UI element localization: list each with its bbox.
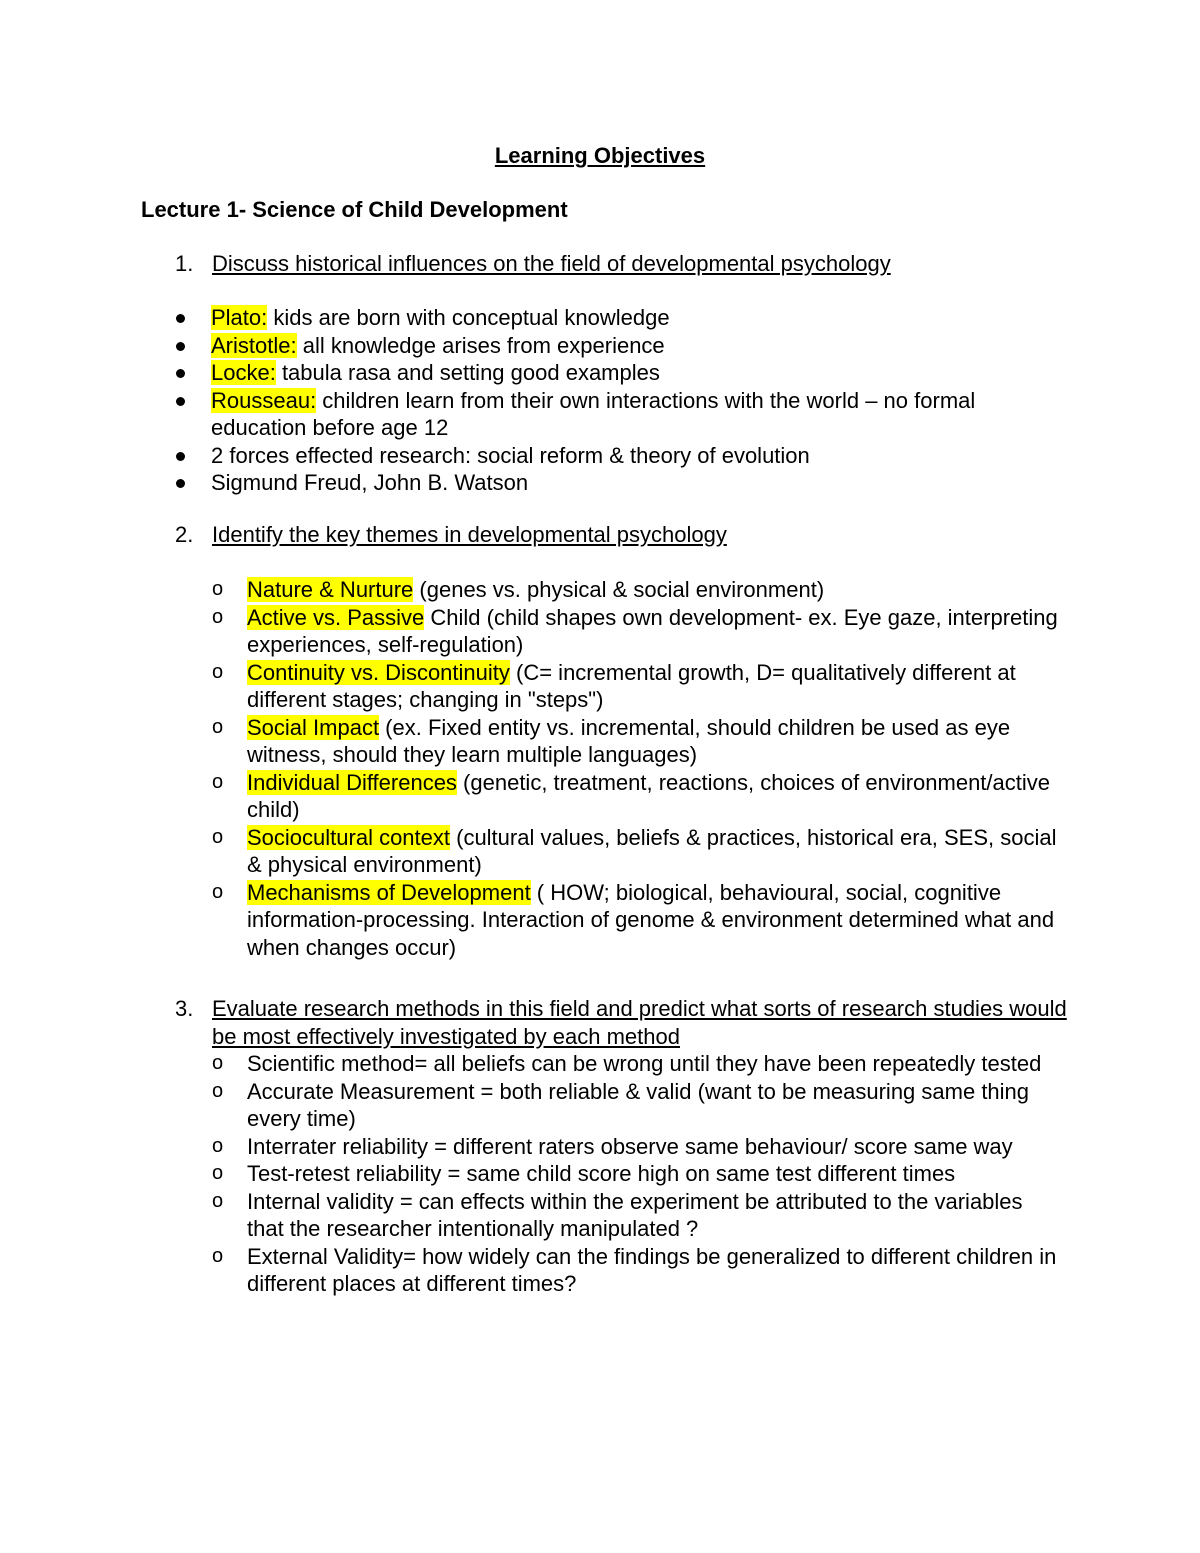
list-item xyxy=(0,387,1031,442)
list-item xyxy=(0,879,1059,962)
sub-bullet-icon: o xyxy=(212,1244,224,1267)
item-text: (genes vs. physical & social environment) xyxy=(413,577,825,602)
item-text: Scientific method= all beliefs can be wrong until they have been repeatedly tested xyxy=(247,1051,1042,1076)
item-text: tabula rasa and setting good examples xyxy=(275,360,660,385)
list-item xyxy=(0,469,1031,497)
sub-bullet-icon: o xyxy=(212,605,224,628)
list-item xyxy=(0,1160,1059,1188)
highlight-term: Rousseau: xyxy=(211,387,317,413)
page-title: Learning Objectives xyxy=(494,143,706,168)
highlight-term: Continuity vs. Discontinuity xyxy=(247,659,510,685)
highlight-term: Sociocultural context xyxy=(247,824,450,850)
list-item xyxy=(0,769,1059,824)
item-text: (ex. Fixed entity vs. incremental, should children be used as eye witness, should they learn multiple languages) xyxy=(247,714,1011,767)
item-text: Sigmund Freud, John B. Watson xyxy=(211,470,529,495)
sub-bullet-icon: o xyxy=(212,660,224,683)
list-item xyxy=(0,1188,1059,1243)
highlight-term: Aristotle: xyxy=(211,332,297,358)
sub-bullet-icon: o xyxy=(212,1134,224,1157)
objective-text: Discuss historical influences on the field of developmental psychology xyxy=(212,251,891,276)
highlight-term: Nature & Nurture xyxy=(247,577,414,602)
list-item xyxy=(0,442,1031,470)
item-text: (cultural values, beliefs & practices, historical era, SES, social & physical environment) xyxy=(247,824,1057,877)
sub-bullet-icon: o xyxy=(212,1189,224,1212)
list-item xyxy=(0,332,1031,360)
item-text: ( HOW; biological, behavioural, social, cognitive information-processing. Interaction of genome & environment determined what and when changes occur) xyxy=(247,879,1055,960)
list-item xyxy=(0,576,1059,604)
influences-list xyxy=(0,304,1031,497)
sub-bullet-icon: o xyxy=(212,715,224,738)
list-item xyxy=(0,304,1031,332)
list-item xyxy=(0,604,1059,659)
bullet-icon xyxy=(176,397,185,406)
objective-text: Identify the key themes in developmental psychology xyxy=(212,522,727,547)
item-text: kids are born with conceptual knowledge xyxy=(267,305,670,330)
item-text: Accurate Measurement = both reliable & valid (want to be measuring same thing every time) xyxy=(247,1078,1030,1131)
highlight-term: Individual Differences xyxy=(247,769,457,795)
item-text: (genetic, treatment, reactions, choices of environment/active child) xyxy=(247,769,1051,822)
list-item xyxy=(0,1078,1059,1133)
bullet-icon xyxy=(176,342,185,351)
highlight-term: Plato: xyxy=(211,305,268,330)
highlight-term: Mechanisms of Development xyxy=(247,879,531,905)
objective-number: 2. xyxy=(175,522,194,547)
highlight-term: Locke: xyxy=(211,360,276,385)
sub-bullet-icon: o xyxy=(212,1162,224,1184)
item-text: Interrater reliability = different raters observe same behaviour/ score same way xyxy=(247,1133,1013,1159)
bullet-icon xyxy=(176,479,185,488)
methods-list xyxy=(0,1050,1059,1298)
list-item xyxy=(0,714,1059,769)
list-item xyxy=(0,824,1059,879)
item-text: children learn from their own interactions with the world – no formal education before age 12 xyxy=(211,387,976,440)
objective-3 xyxy=(175,995,1075,1050)
sub-bullet-icon: o xyxy=(212,825,224,848)
objective-number: 3. xyxy=(175,996,194,1021)
list-item xyxy=(0,1243,1059,1298)
item-text: Child (child shapes own development- ex. Eye gaze, interpreting experiences, self-regulation) xyxy=(247,604,1058,657)
sub-bullet-icon: o xyxy=(212,1052,224,1074)
item-text: (C= incremental growth, D= qualitatively different at different stages; changing in "steps") xyxy=(247,659,1016,712)
themes-list xyxy=(0,576,1059,961)
sub-bullet-icon: o xyxy=(212,770,224,793)
item-text: Internal validity = can effects within the experiment be attributed to the variables that the researcher intentionally manipulated ? xyxy=(247,1188,1023,1241)
item-text: 2 forces effected research: social reform & theory of evolution xyxy=(211,442,810,468)
objective-number: 1. xyxy=(175,251,194,276)
sub-bullet-icon: o xyxy=(212,880,224,903)
bullet-icon xyxy=(176,452,185,461)
item-text: External Validity= how widely can the findings be generalized to different children in different places at different times? xyxy=(247,1243,1057,1296)
highlight-term: Social Impact xyxy=(247,714,380,740)
objective-2 xyxy=(175,521,1075,549)
list-item xyxy=(0,359,1031,387)
list-item xyxy=(0,1133,1059,1161)
bullet-icon xyxy=(176,369,185,378)
sub-bullet-icon: o xyxy=(212,578,224,600)
item-text: all knowledge arises from experience xyxy=(296,332,665,358)
item-text: Test-retest reliability = same child score high on same test different times xyxy=(247,1161,956,1186)
objective-1 xyxy=(175,250,1075,278)
list-item xyxy=(0,1050,1059,1078)
objective-text: Evaluate research methods in this field and predict what sorts of research studies would be most effectively investigated by each method xyxy=(212,996,1067,1049)
list-item xyxy=(0,659,1059,714)
highlight-term: Active vs. Passive xyxy=(247,604,425,630)
sub-bullet-icon: o xyxy=(212,1079,224,1102)
bullet-icon xyxy=(176,314,185,323)
lecture-heading: Lecture 1- Science of Child Development xyxy=(141,197,568,222)
